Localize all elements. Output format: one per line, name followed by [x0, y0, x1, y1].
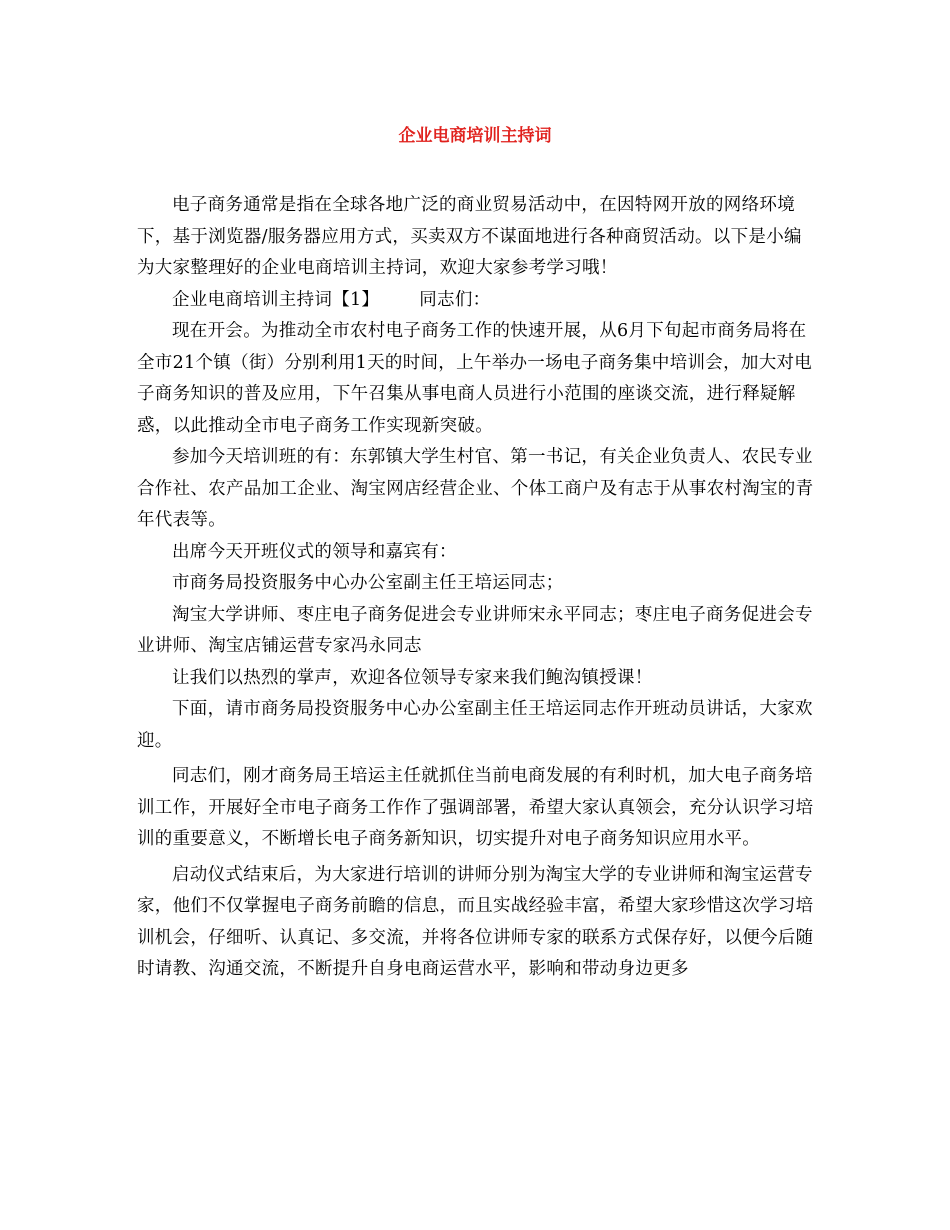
summary-paragraph: 同志们，刚才商务局王培运主任就抓住当前电商发展的有利时机，加大电子商务培训工作，开展好全市电子商务工作作了强调部署，希望大家认真领会，充分认识学习培训的重要意义，不断增长电子商务新知识，切实提升对电子商务知识应用水平。: [137, 766, 814, 849]
guest-two-paragraph: 淘宝大学讲师、枣庄电子商务促进会专业讲师宋永平同志；枣庄电子商务促进会专业讲师、淘宝店铺运营专家冯永同志: [137, 604, 813, 656]
greeting: 同志们：: [419, 289, 491, 310]
speech-invite-paragraph: 下面，请市商务局投资服务中心办公室副主任王培运同志作开班动员讲话，大家欢迎。: [137, 699, 813, 751]
welcome-paragraph: 让我们以热烈的掌声，欢迎各位领导专家来我们鲍沟镇授课！: [172, 667, 653, 688]
opening-paragraph: 现在开会。为推动全市农村电子商务工作的快速开展，从6月下旬起市商务局将在全市21个镇（街）分别利用1天的时间，上午举办一场电子商务集中培训会，加大对电子商务知识的普及应用，下午召集从事电商人员进行小范围的座谈交流，进行释疑解惑，以此推动全市电子商务工作实现新突破。: [137, 321, 813, 436]
closing-paragraph: 启动仪式结束后，为大家进行培训的讲师分别为淘宝大学的专业讲师和淘宝运营专家，他们不仅掌握电子商务前瞻的信息，而且实战经验丰富，希望大家珍惜这次学习培训机会，仔细听、认真记、多交流，并将各位讲师专家的联系方式保存好，以便今后随时请教、沟通交流，不断提升自身电商运营水平，影响和带动身边更多: [137, 864, 814, 979]
section-heading: 企业电商培训主持词【1】: [172, 289, 380, 310]
attendees-paragraph: 参加今天培训班的有：东郭镇大学生村官、第一书记，有关企业负责人、农民专业合作社、农产品加工企业、淘宝网店经营企业、个体工商户及有志于从事农村淘宝的青年代表等。: [137, 447, 814, 530]
document-title: 企业电商培训主持词: [398, 126, 552, 146]
section-heading-line: [137, 285, 817, 317]
guest-one-paragraph: 市商务局投资服务中心办公室副主任王培运同志；: [172, 573, 564, 593]
intro-paragraph: 电子商务通常是指在全球各地广泛的商业贸易活动中，在因特网开放的网络环境下，基于浏览器/服务器应用方式，买卖双方不谋面地进行各种商贸活动。以下是小编为大家整理好的企业电商培训主持词，欢迎大家参考学习哦！: [137, 195, 802, 278]
guests-intro-paragraph: 出席今天开班仪式的领导和嘉宾有：: [172, 541, 457, 562]
document-body: [137, 190, 817, 986]
